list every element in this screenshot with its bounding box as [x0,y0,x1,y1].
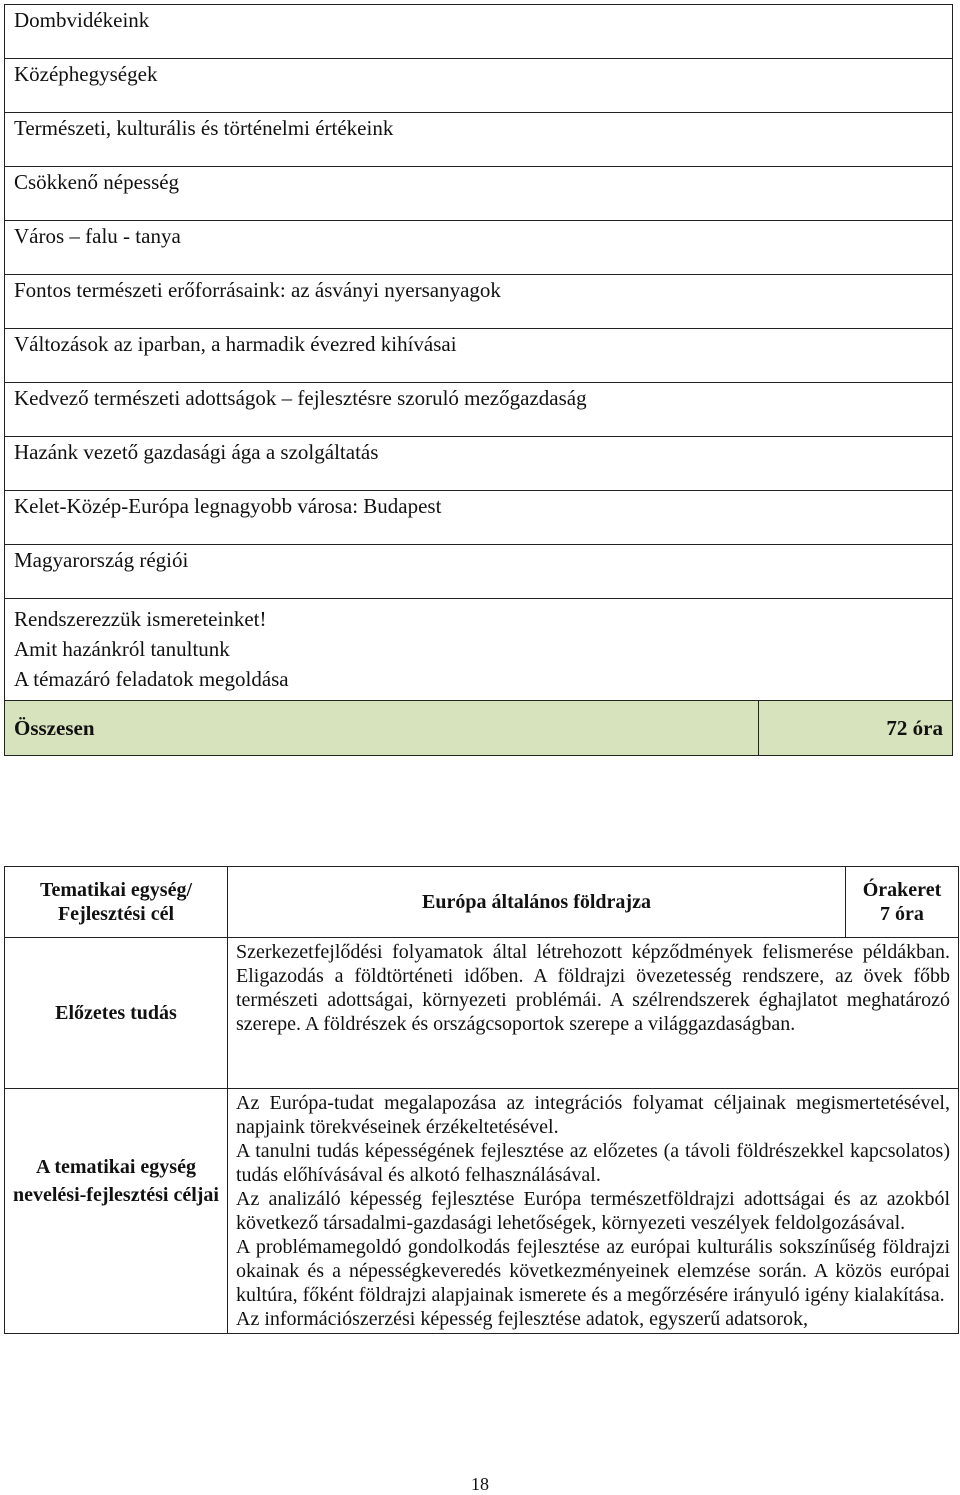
review-line: Rendszerezzük ismereteinket! [14,607,267,631]
topic-row [5,329,953,383]
topic-row [5,5,953,59]
goal-paragraph: A problémamegoldó gondolkodás fejlesztése az európai kulturális sokszínűség földrajzi okainak és a népességkeveredés következményeinek elemzése során. A közös európai kultúra, főként földrajzi alapjainak ismerete és a megőrzésére irányuló igény kialakítása. [236,1236,950,1306]
topic-cell: Város – falu - tanya [5,221,953,275]
review-line: Amit hazánkról tanultunk [14,637,230,661]
review-row [5,599,953,701]
topic-row [5,437,953,491]
unit-header-row [5,867,959,938]
unit-title: Európa általános földrajza [228,867,846,938]
total-hours: 72 óra [759,701,953,756]
topic-cell: Fontos természeti erőforrásaink: az ásványi nyersanyagok [5,275,953,329]
goal-paragraph: A tanulni tudás képességének fejlesztése az előzetes (a távoli földrészekkel kapcsolatos) tudás előhívásával és alkotó felhasználásával. [236,1140,950,1186]
topic-cell: Dombvidékeink [5,5,953,59]
topic-row [5,491,953,545]
topic-row [5,59,953,113]
topic-cell: Kelet-Közép-Európa legnagyobb városa: Budapest [5,491,953,545]
goal-paragraph: Az információszerzési képesség fejlesztése adatok, egyszerű adatsorok, [236,1308,808,1330]
topic-cell: Kedvező természeti adottságok – fejlesztésre szoruló mezőgazdaság [5,383,953,437]
topic-row [5,383,953,437]
goals-row [5,1089,959,1334]
topic-cell: Változások az iparban, a harmadik évezred kihívásai [5,329,953,383]
prior-knowledge-label: Előzetes tudás [5,938,228,1089]
topic-row [5,221,953,275]
total-row [5,701,953,756]
topic-row [5,167,953,221]
unit-table [4,866,959,1334]
total-label: Összesen [5,701,759,756]
topics-table [4,4,953,756]
goals-label: A tematikai egység nevelési-fejlesztési céljai [5,1089,228,1334]
prior-knowledge-text: Szerkezetfejlődési folyamatok által létrehozott képződmények felismerése példákban. Eligazodás a földtörténeti időben. A földrajzi övezetesség rendszere, az övek főbb természeti adottságai, környezeti problémái. A szélrendszerek éghajlatot meghatározó szerepe. A földrészek és országcsoportok szerepe a világgazdaságban. [228,938,959,1089]
topic-row [5,275,953,329]
review-cell [5,599,953,701]
prior-knowledge-row [5,938,959,1089]
goals-text [228,1089,959,1334]
hours-label: Órakeret [862,879,942,901]
topic-row [5,545,953,599]
topic-cell: Természeti, kulturális és történelmi értékeink [5,113,953,167]
goal-paragraph: Az analizáló képesség fejlesztése Európa természetföldrajzi adottságai és az azokból következő társadalmi-gazdasági lehetőségek, környezeti veszélyek feldolgozásával. [236,1188,950,1234]
topic-cell: Középhegységek [5,59,953,113]
goal-paragraph: Az Európa-tudat megalapozása az integrációs folyamat céljainak megismertetésével, napjaink törekvéseinek érzékeltetésével. [236,1092,950,1138]
unit-hours [846,867,959,938]
review-line: A témazáró feladatok megoldása [14,667,289,691]
topic-cell: Magyarország régiói [5,545,953,599]
hours-value: 7 óra [880,903,924,925]
unit-label: Tematikai egység/ Fejlesztési cél [5,867,228,938]
topic-row [5,113,953,167]
topic-cell: Csökkenő népesség [5,167,953,221]
topic-cell: Hazánk vezető gazdasági ága a szolgáltatás [5,437,953,491]
page-number: 18 [471,1474,489,1494]
